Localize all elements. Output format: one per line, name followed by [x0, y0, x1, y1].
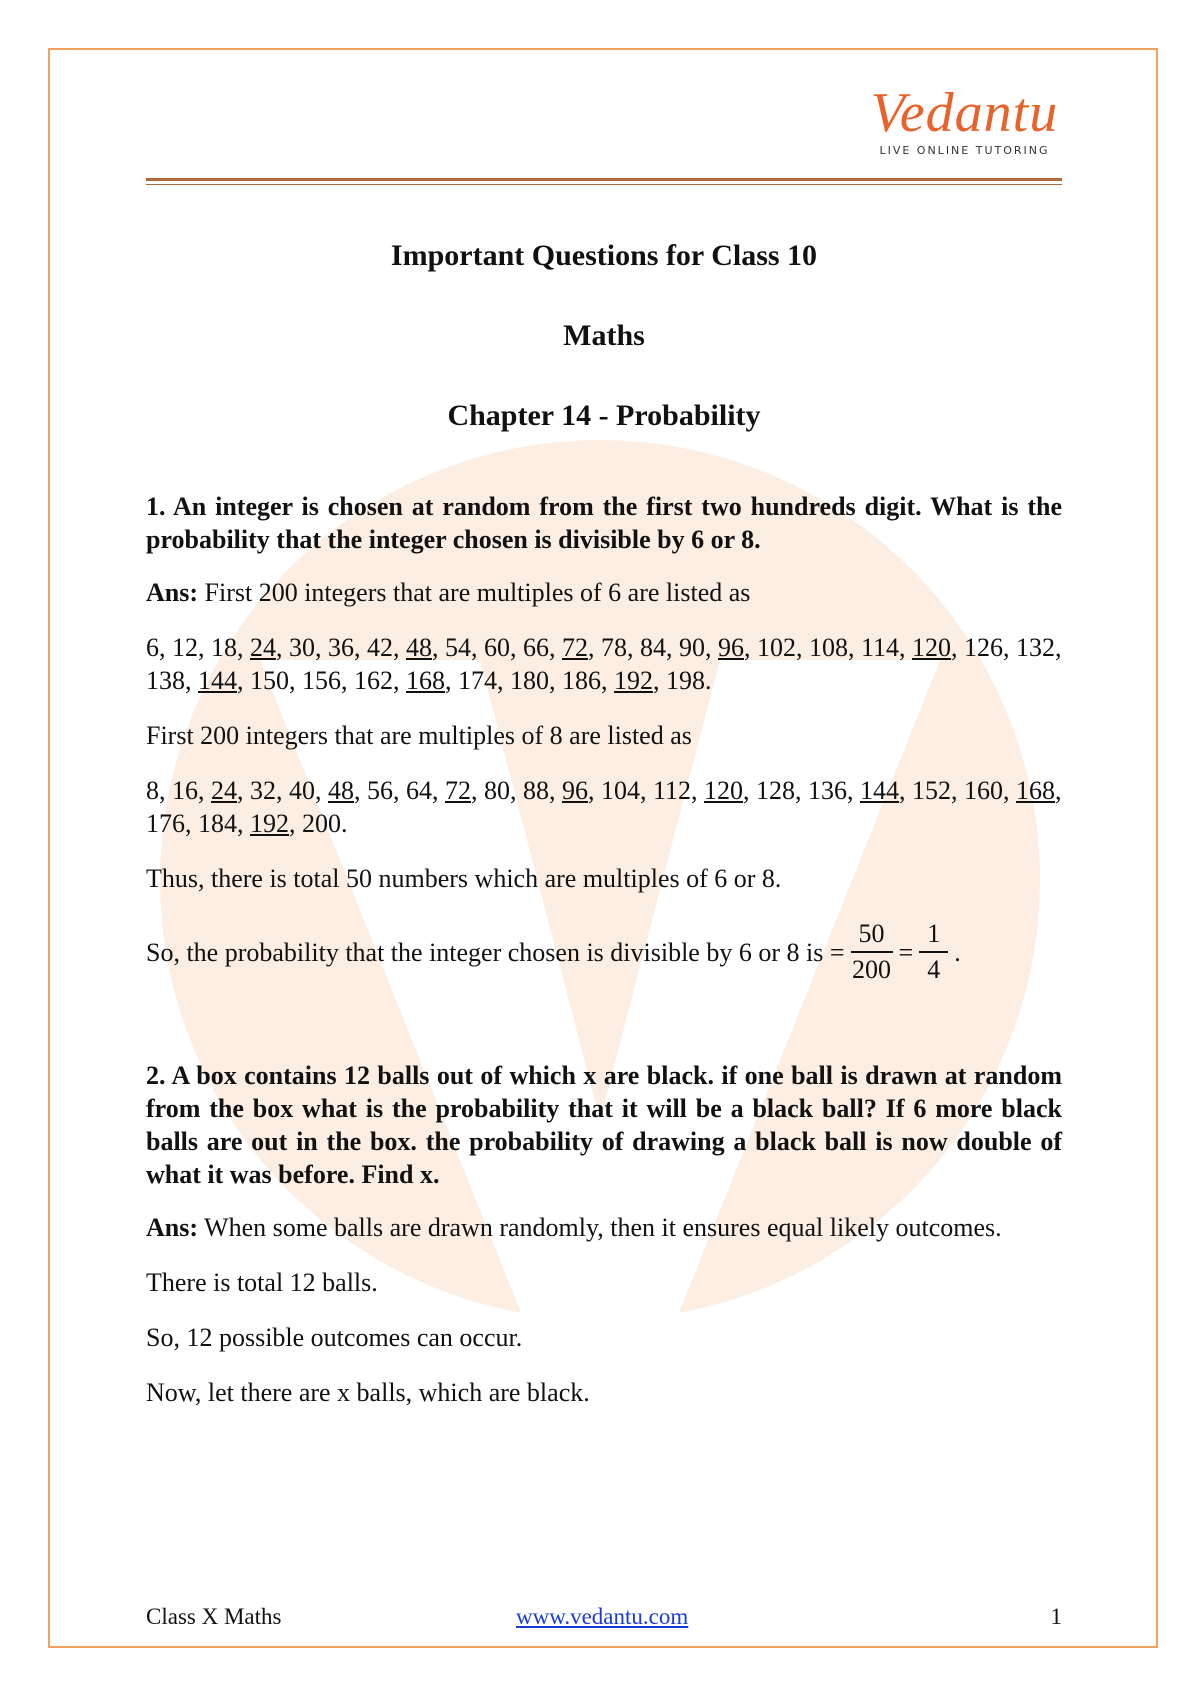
multiple-value: 18	[211, 633, 237, 662]
multiple-value: 176	[146, 809, 185, 838]
common-multiple: 120	[912, 633, 952, 662]
footer-class-label: Class X Maths	[146, 1604, 282, 1629]
multiple-value: 138	[146, 666, 185, 695]
multiples-of-6-list: 6, 12, 18, 24, 30, 36, 42, 48, 54, 60, 66, 72, 78, 84, 90, 96, 102, 108, 114, 120, 126, 132, 138, 144, 150, 156, 162, 168, 174, 180, 186, 192, 198.	[146, 633, 1062, 695]
document-title: Important Questions for Class 10	[390, 239, 818, 272]
multiple-value: 30	[289, 633, 315, 662]
multiple-value: 66	[523, 633, 549, 662]
multiple-value: 54	[445, 633, 471, 662]
multiple-value: 108	[809, 633, 848, 662]
multiple-value: 150	[250, 666, 289, 695]
q2-answer	[146, 1211, 1062, 1244]
common-multiple: 144	[198, 666, 237, 695]
chapter-title: Chapter 14 - Probability	[447, 399, 761, 432]
common-multiple: 48	[406, 633, 432, 662]
common-multiple: 24	[211, 776, 237, 805]
common-multiple: 144	[860, 776, 900, 805]
question-2: 2. A box contains 12 balls out of which x are black. if one ball is drawn at random from the box what is the probability that it will be a black ball? If 6 more black balls are out in the box. the probability of drawing a black ball is now double of what it was before. Find x.	[146, 1061, 1062, 1189]
vedantu-logo	[862, 84, 1067, 164]
multiple-value: 102	[757, 633, 796, 662]
multiple-value: 16	[172, 776, 198, 805]
multiple-value: 128	[756, 776, 796, 805]
multiple-value: 200	[302, 809, 341, 838]
multiple-value: 198	[666, 666, 705, 695]
ans-label: Ans:	[146, 1213, 199, 1242]
multiple-value: 136	[808, 776, 848, 805]
common-multiple: 96	[562, 776, 588, 805]
multiple-value: 60	[484, 633, 510, 662]
fraction-50-200	[851, 917, 893, 987]
common-multiple: 72	[445, 776, 471, 805]
multiple-value: 184	[198, 809, 237, 838]
fraction-denominator: 4	[927, 955, 941, 984]
common-multiple: 24	[250, 633, 276, 662]
q1-answer-intro	[146, 576, 1062, 609]
equals-sign: =	[898, 937, 914, 967]
multiples-of-8-intro: First 200 integers that are multiples of 8 are listed as	[146, 721, 692, 750]
multiple-value: 112	[653, 776, 692, 805]
multiple-value: 132	[1016, 633, 1056, 662]
fraction-numerator: 50	[851, 917, 893, 953]
multiple-value: 40	[289, 776, 315, 805]
subject-title: Maths	[563, 319, 645, 352]
header-rule-thin	[146, 184, 1062, 185]
ans-intro-text: First 200 integers that are multiples of 6 are listed as	[204, 578, 751, 607]
multiple-value: 152	[912, 776, 952, 805]
multiple-value: 156	[302, 666, 341, 695]
multiple-value: 42	[367, 633, 393, 662]
multiple-value: 162	[354, 666, 393, 695]
common-multiple: 72	[562, 633, 588, 662]
logo-tagline: LIVE ONLINE TUTORING	[879, 144, 1050, 157]
multiple-value: 180	[510, 666, 549, 695]
multiple-value: 8	[146, 776, 159, 805]
multiple-value: 32	[250, 776, 276, 805]
question-1: 1. An integer is chosen at random from the first two hundreds digit. What is the probability that the integer chosen is divisible by 6 or 8.	[146, 492, 1062, 554]
multiple-value: 56	[367, 776, 393, 805]
multiple-value: 64	[406, 776, 432, 805]
page-number: 1	[1050, 1604, 1062, 1629]
multiple-value: 78	[601, 633, 627, 662]
common-multiple: 168	[406, 666, 445, 695]
total-count-line: Thus, there is total 50 numbers which are multiples of 6 or 8.	[146, 864, 782, 893]
multiple-value: 186	[562, 666, 601, 695]
q2-line-black-balls: Now, let there are x balls, which are black.	[146, 1378, 590, 1407]
multiple-value: 84	[640, 633, 666, 662]
multiple-value: 88	[523, 776, 549, 805]
multiple-value: 90	[679, 633, 705, 662]
multiple-value: 126	[964, 633, 1004, 662]
common-multiple: 192	[250, 809, 289, 838]
multiple-value: 12	[172, 633, 198, 662]
common-multiple: 192	[614, 666, 653, 695]
common-multiple: 48	[328, 776, 354, 805]
fraction-1-4	[919, 917, 948, 987]
logo-wordmark: Vedantu	[870, 82, 1059, 144]
multiple-value: 36	[328, 633, 354, 662]
common-multiple: 120	[704, 776, 744, 805]
header-rule	[146, 178, 1062, 181]
multiple-value: 160	[964, 776, 1004, 805]
fraction-denominator: 200	[852, 955, 892, 984]
document-body	[146, 232, 1062, 1409]
probability-suffix: .	[954, 937, 961, 967]
multiple-value: 6	[146, 633, 159, 662]
q2-line-outcomes: So, 12 possible outcomes can occur.	[146, 1323, 523, 1352]
probability-line	[146, 917, 1062, 987]
ans-label: Ans:	[146, 578, 199, 607]
common-multiple: 168	[1016, 776, 1056, 805]
multiples-of-8-list: 8, 16, 24, 32, 40, 48, 56, 64, 72, 80, 88, 96, 104, 112, 120, 128, 136, 144, 152, 160, 168, 176, 184, 192, 200.	[146, 776, 1062, 838]
common-multiple: 96	[718, 633, 744, 662]
multiple-value: 104	[601, 776, 640, 805]
multiple-value: 80	[484, 776, 510, 805]
fraction-numerator: 1	[919, 917, 948, 953]
multiple-value: 114	[861, 633, 900, 662]
footer-website-link[interactable]: www.vedantu.com	[516, 1604, 689, 1629]
q2-line-total-balls: There is total 12 balls.	[146, 1268, 378, 1297]
ans-text: When some balls are drawn randomly, then it ensures equal likely outcomes.	[204, 1213, 1002, 1242]
probability-prefix: So, the probability that the integer chosen is divisible by 6 or 8 is =	[146, 937, 845, 967]
multiple-value: 174	[458, 666, 497, 695]
